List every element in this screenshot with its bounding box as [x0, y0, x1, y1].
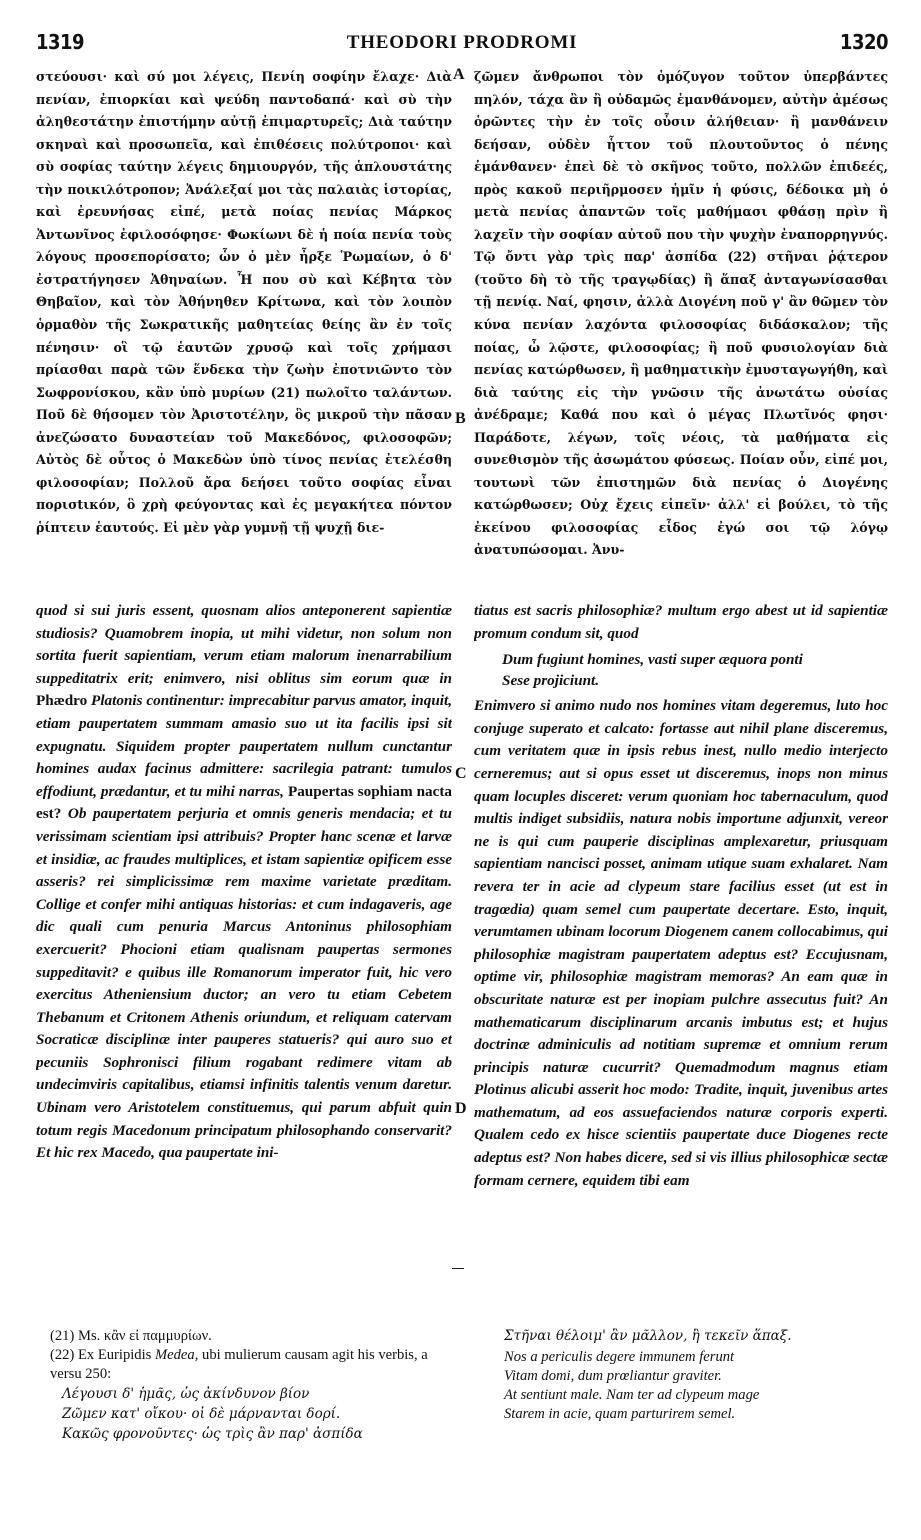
margin-marker-d: D — [455, 1100, 467, 1117]
page-number-right: 1320 — [839, 30, 888, 54]
greek-quote-line-2: Ζῶμεν κατ' οἴκου· οἱ δὲ μάρνανται δορί. — [62, 1406, 341, 1422]
greek-text-left: στεύουσι· καὶ σύ μοι λέγεις, Πενίη σοφίην ἔλαχε· Διὰ πενίαν, ἐπιορκίαι καὶ ψεύδη παντοδαπά· καὶ σὺ τὴν ἀληθεστάτην ἐπιστήμην αὐτῇ ἐπιμαρτυρεῖς; Διὰ ταύτην σκηναὶ καὶ προσωπεῖα, καὶ ἐπιθέσεις πολύτροποι· καὶ σὺ σοφίας ταύτην λέγεις δημιουργόν, τῆς ἁπλουστάτης τὴν ποικιλότροπον; Ἀνάλεξαί μοι τὰς παλαιὰς ἱστορίας, καὶ ἐρευνήσας εἰπέ, μετὰ ποίας πενίας Μάρκος Ἀντωνῖνος ἐφιλοσόφησε· Φωκίωνι δὲ ἡ ποία πενία τοὺς λόγους προσεπορίσατο; ὧν ὁ μὲν ἦρξε Ῥωμαίων, ὁ δ' ἐστρατήγησεν Ἀθηναίων. Ἦ που σὺ καὶ Κέβητα τὸν Θηβαῖον, καὶ τὸν Ἀθήνηθεν Κρίτωνα, καὶ τὸν λοιπὸν ὁρμαθὸν τῆς Σωκρατικῆς μαθητείας θείης ἂν ἐν τοῖς πένησιν· οἳ τῷ ἑαυτῶν χρυσῷ καὶ τοῖς χρήμασι πρίασθαι παρὰ τῶν ἕνδεκα τὴν ζωὴν ἐποτνιῶντο τὸν Σωφρονίσκου, κἂν ὑπὸ μυρίων (21) πωλοῖτο ταλάντων. Ποῦ δὲ θήσομεν τὸν Ἀριστοτέλην, ὃς μικροῦ τὴν πᾶσαν ἀνεζώσατο δυναστείαν τοῦ Μακεδόνος, φιλοσοφῶν; Αὐτὸς δὲ οὗτος ὁ Μακεδὼν ὑπὸ τίνος πενίας ἐτελέσθη φιλοσοφίαν; Πολλοῦ ἄρα δεήσει τοῦτο σοφίας εἶναι πορισtικόν, ὃ χρὴ φεύγοντας καὶ ἐς μεγακήτεα πόντον ῥίπτειν ἑαυτούς. Εἰ μὲν γὰρ γυμνῇ τῇ ψυχῇ διε- — [36, 69, 452, 535]
footnotes-left — [50, 1327, 450, 1444]
latin-verse-line-4: Starem in acie, quam parturirem semel. — [504, 1406, 736, 1422]
running-title: THEODORI PRODROMI — [346, 32, 578, 53]
latin-left-part-a: quod si sui juris essent, quosnam alios anteponerent sapientiæ studiosis? Quamobrem inopia, ut mihi videtur, non solum non sortita fuerit sapientiam, verum etiam malorum inenarrabilium suppeditatrix erit; enimvero, nisi oblitus sim eorum quæ in — [36, 602, 452, 687]
margin-marker-a: A — [453, 66, 465, 83]
footnote-22-a: (22) Ex Euripidis — [50, 1347, 152, 1363]
footnote-22 — [50, 1346, 450, 1384]
greek-text-right: ζῶμεν ἄνθρωποι τὸν ὁμόζυγον τοῦτον ὑπερβάντες πηλόν, τάχα ἂν ἢ οὐδαμῶς ἐμανθάνομεν, αὐτὴν ἀμέσως ὁρῶντες τὴν ἐν τοῖς οὖσιν ἀλήθειαν· ἢ μανθάνειν δεήσαν, οὐδὲν ἧττον τοῦ πλουτοῦντος ὁ πένης ἐμάνθανεν· ἐπεὶ δὲ τὸ σκῆνος τοῦτο, πολλῶν ἐπιδεές, πρὸς κακοῦ περιῆρμοσεν ἡμῖν ἡ φύσις, δέδοικα μὴ ὁ μετὰ πενίας ἀπαντῶν τοῖς μαθήμασι φθάσῃ πρὶν ἢ λαχεῖν τὴν σοφίαν αὐτοῦ που τὴν ψυχὴν ἐναπορρηγνύς. Τῷ ὄντι γὰρ τρὶς παρ' ἀσπίδα (22) στῆναι ῥᾴτερον (τοῦτο δὴ τὸ τῆς τραγῳδίας) ἢ ἅπαξ ἀνταγωνίσασθαι τῇ πενίᾳ. Ναί, φησιν, ἀλλὰ Διογένη ποῦ γ' ἂν θῶμεν τὸν κύνα πενίαν λαχόντα φιλοσοφίας διδάσκαλον; τῆς ποίας, ὦ λῷστε, φιλοσοφίας; ἢ ποῦ φυσιολογίαν διὰ πενίας κατώρθωσεν, ἢ μαθηματικὴν ἐμυσταγωγήθη, καὶ διὰ ταύτης εἰς τὴν γνῶσιν τῆς ἀνωτάτω οὐσίας ἀνέδραμε; Καθά που καὶ ὁ μέγας Πλωτῖνός φησι· Παράδοτε, λέγων, τοῖς νέοις, τὰ μαθήματα εἰς συνεθισμὸν τῆς ἀσωμάτου φύσεως. Ποίαν οὖν, εἰπέ μοι, τουτωνὶ τῶν ἐπιστημῶν διὰ πενίας ὁ Διογένης κατώρθωσεν; Οὐχ ἔχεις εἰπεῖν· ἀλλ' εἰ βούλει, τὸ τῆς ἐκείνου φιλοσοφίας εἶδος ἐγώ σοι τῷ λόγῳ ἀνατυπώσομαι. Ἀνυ- — [474, 69, 888, 558]
latin-verse-line-1: Nos a periculis degere immunem ferunt — [504, 1349, 735, 1365]
greek-quote-line-3: Κακῶς φρονοῦντες· ὡς τρὶς ἂν παρ' ἀσπίδα — [62, 1426, 363, 1442]
latin-left-roman-1: Phædro — [36, 692, 88, 710]
latin-left-roman-2: Paupertas sophiam nacta est? — [36, 782, 452, 823]
margin-marker-b: B — [455, 410, 466, 427]
latin-column-right — [474, 600, 888, 1312]
latin-column-left — [36, 600, 452, 1312]
footnote-22-medea: Medea, — [155, 1347, 199, 1363]
margin-marker-c: C — [455, 765, 467, 782]
greek-column-left — [36, 66, 452, 586]
footnote-22-b: ubi mulierum causam agit his verbis, a versu 250: — [50, 1347, 428, 1382]
latin-text-left — [36, 600, 452, 1165]
latin-right-verse — [502, 649, 888, 691]
greek-quote-line-4: Στῆναι θέλοιμ' ἂν μᾶλλον, ἢ τεκεῖν ἅπαξ. — [504, 1328, 792, 1344]
greek-column-right — [474, 66, 888, 586]
verse-line-1: Dum fugiunt homines, vasti super æquora ponti — [502, 651, 803, 669]
latin-right-part-b: Enimvero si animo nudo nos homines vitam degeremus, luto hoc conjuge superato et calcato: fortasse aut nihil plane disceremus, cum veritatem quæ in ipsis rebus inest, nullo medio interjecto cerneremus; aut si opus esset ut disceremus, inops non minus quam locuples disceret: verum quoniam hoc tabernaculum, quod multis indiget subsidiis, natura nobis importune adjunxit, vereor ne is qui cum pauperie disciplinas amplexaretur, priusquam sapientiam nancisci posset, animam utique suam exhalaret. Nam revera ter in acie ad clypeum stare facilius esset (ut est in tragœdia) quam semel cum paupertate decertare. Esto, inquit, verumtamen ubinam locorum Diogenem canem collocabimus, qui philosophiæ magistram paupertatem adeptus est? Eccujusnam, optime vir, philosophiæ magistram memoras? An eam quæ in obscuritate naturæ est per inopiam pulchre assecutus fuit? An mathematicarum disciplinarum arcanis imbutus est; et hujus doctrinæ adminiculis ad notitiam supremæ et omnium rerum principis naturæ cucurrit? Quemadmodum magnus etiam Plotinus alicubi asserit hoc modo: Tradite, inquit, juvenibus artes mathematum, ad eos assuefaciendos naturæ corporis experti. Qualem cedo ex hisce scientiis paupertate duce Diogenes recte adeptus est? Non habes dicere, sed si vis illius philosophicæ sectæ formam cernere, equidem tibi eam — [474, 697, 888, 1189]
latin-verse-line-3: At sentiunt male. Nam ter ad clypeum mage — [504, 1387, 760, 1403]
verse-line-2: Sese projiciunt. — [502, 672, 600, 690]
latin-right-part-a: tiatus est sacris philosophiæ? multum ergo abest ut id sapientiæ promum condum sit, quod — [474, 602, 888, 642]
margin-dash — [452, 1268, 464, 1269]
page-number-left: 1319 — [36, 30, 85, 54]
greek-quote-line-1: Λέγουσι δ' ἡμᾶς, ὡς ἀκίνδυνον βίον — [62, 1386, 310, 1402]
footnote-21: (21) Ms. κἂν εἰ παμμυρίων. — [50, 1328, 212, 1344]
latin-left-part-c: Ob paupertatem perjuria et omnis generis mendacia; et tu verissimam scientiam ipsi attribuis? Propter hanc scenæ et larvæ et insidiæ, ac fraudes multiplices, et istam sapientiæ opificem esse asseris? rei simplicissimæ rem maxime varietate præditam. Collige et confer mihi antiquas historias: et cum indagaveris, age dic quali cum penuria Marcus Antoninus philosophiam exercuerit? Phocioni etiam qualisnam paupertas sermones suppeditavit? e quibus ille Romanorum imperator fuit, hic vero exercitus Atheniensium ductor; an vero tu etiam Cebetem Thebanum et Critonem Athenis oriundum, et reliquam catervam Socraticæ disciplinæ inter pauperes statueris? qui auro suo et pecuniis Sophronisci filium rogabant redimere vitam ab undecimviris capitalibus, etiamsi infinitis talentis venum daretur. Ubinam vero Aristotelem constituemus, qui parum abfuit quin totum regis Macedonum principatum philosophando conservarit? Et hic rex Macedo, qua paupertate ini- — [36, 805, 452, 1162]
running-header — [36, 30, 888, 62]
latin-verse-line-2: Vitam domi, dum prœliantur graviter. — [504, 1368, 722, 1384]
footnotes-right — [504, 1327, 888, 1424]
latin-left-part-b: Platonis continentur: imprecabitur parvus amator, inquit, etiam paupertatem summam amasio suo ut ita facilis ipsi sit expugnatu. Siquidem propter paupertatem nullum cunctantur homines audax facinus admittere: sacrilegia patrant: tumulos effodiunt, prædantur, et tu mihi narras, — [36, 692, 452, 800]
